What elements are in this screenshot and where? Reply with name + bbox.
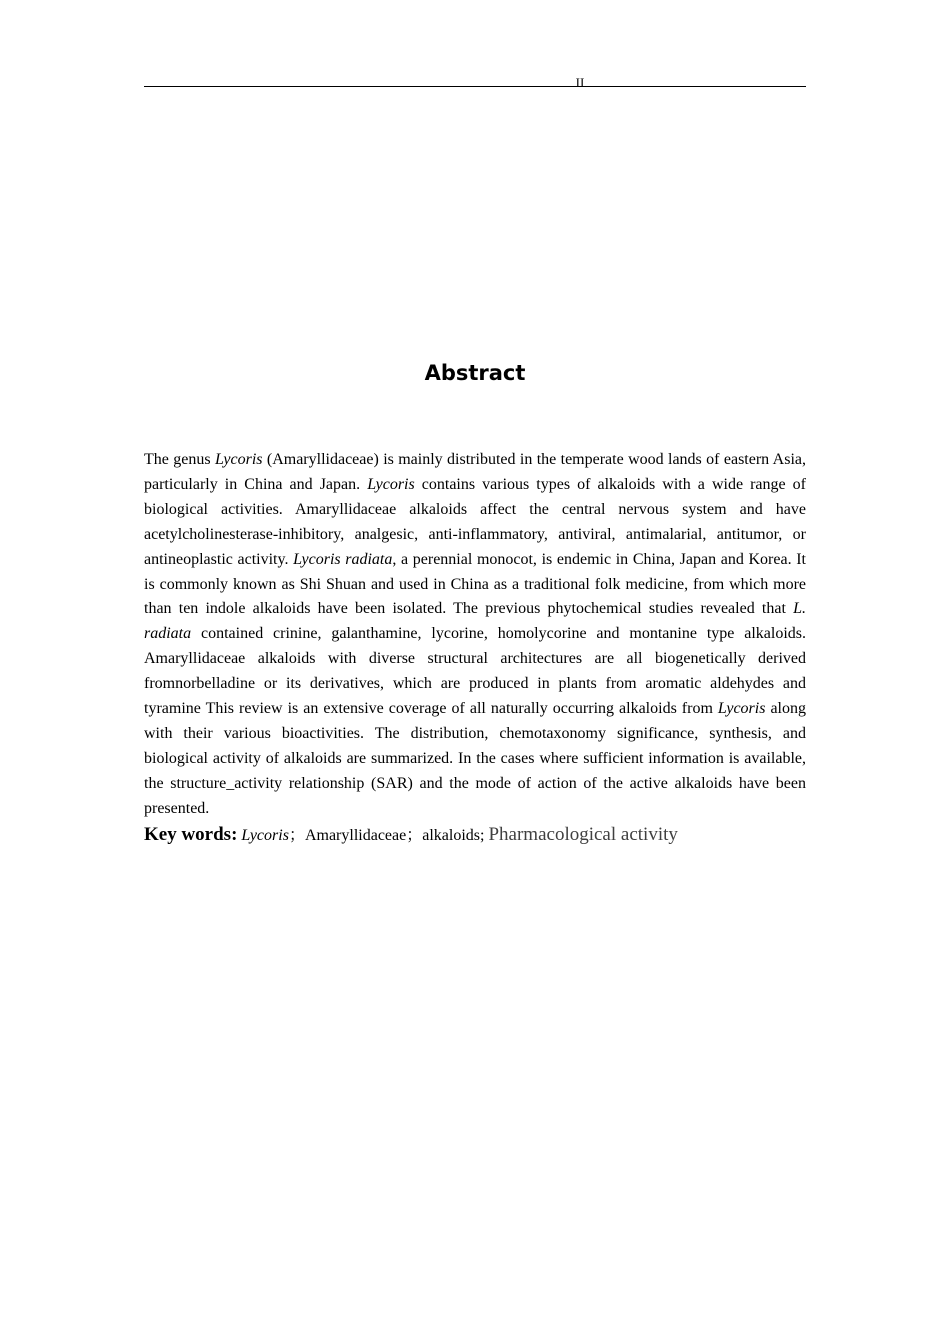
keyword-pharmacological-activity: Pharmacological activity [488,824,678,845]
abstract-text-segment: The genus [144,451,215,468]
keyword-alkaloids: alkaloids; [422,827,485,844]
abstract-text-segment: , a perennial monocot, is endemic in China, Japan and Korea. It is commonly known as Shi Shuan and used in China as a traditional folk medicine, from which more than ten indole alkaloids have been isolated. The previous phytochemical studies revealed that [144,550,807,618]
keyword-separator: ； [406,827,423,844]
abstract-species-name: Lycoris [367,475,415,493]
keywords-label: Key words: [144,824,238,845]
abstract-species-name: Lycoris [717,700,766,718]
abstract-text-segment: contained crinine, galanthamine, lycorine, homolycorine and montanine type alkaloids. Amaryllidaceae alkaloids with diverse structural architectures are all biogenetically derived fromnorbelladine or its derivatives, which are produced in plants from aromatic aldehydes and tyramine This review is an extensive coverage of all naturally occurring alkaloids from [144,625,806,718]
abstract-species-name: Lycoris radiata [293,550,393,568]
page-number: II [575,75,585,90]
abstract-text-segment: (Amaryllidaceae) is mainly distributed in the temperate wood lands of eastern Asia, particularly in China and Japan. [144,451,806,493]
abstract-species-name: L. radiata [144,600,806,643]
abstract-body [144,448,806,822]
abstract-text-segment: along with their various bioactivities. The distribution, chemotaxonomy significance, synthesis, and biological activity of alkaloids are summarized. In the cases where sufficient information is available, the structure_activity relationship (SAR) and the mode of action of the active alkaloids have been presented. [144,700,807,817]
keyword-lycoris: Lycoris [241,827,289,844]
keyword-amaryllidaceae: Amaryllidaceae [304,827,407,844]
abstract-title: Abstract [424,361,526,385]
header-rule [144,86,806,87]
abstract-species-name: Lycoris [214,451,263,468]
keyword-separator: ； [288,827,305,844]
abstract-text-segment: contains various types of alkaloids with a wide range of biological activities. Amaryllidaceae alkaloids affect the central nervous system and have acetylcholinesterase-inhibitory, analgesic, anti-inflammatory, antiviral, antimalarial, antitumor, or antineoplastic activity. [144,475,807,568]
keywords-line [144,821,844,850]
